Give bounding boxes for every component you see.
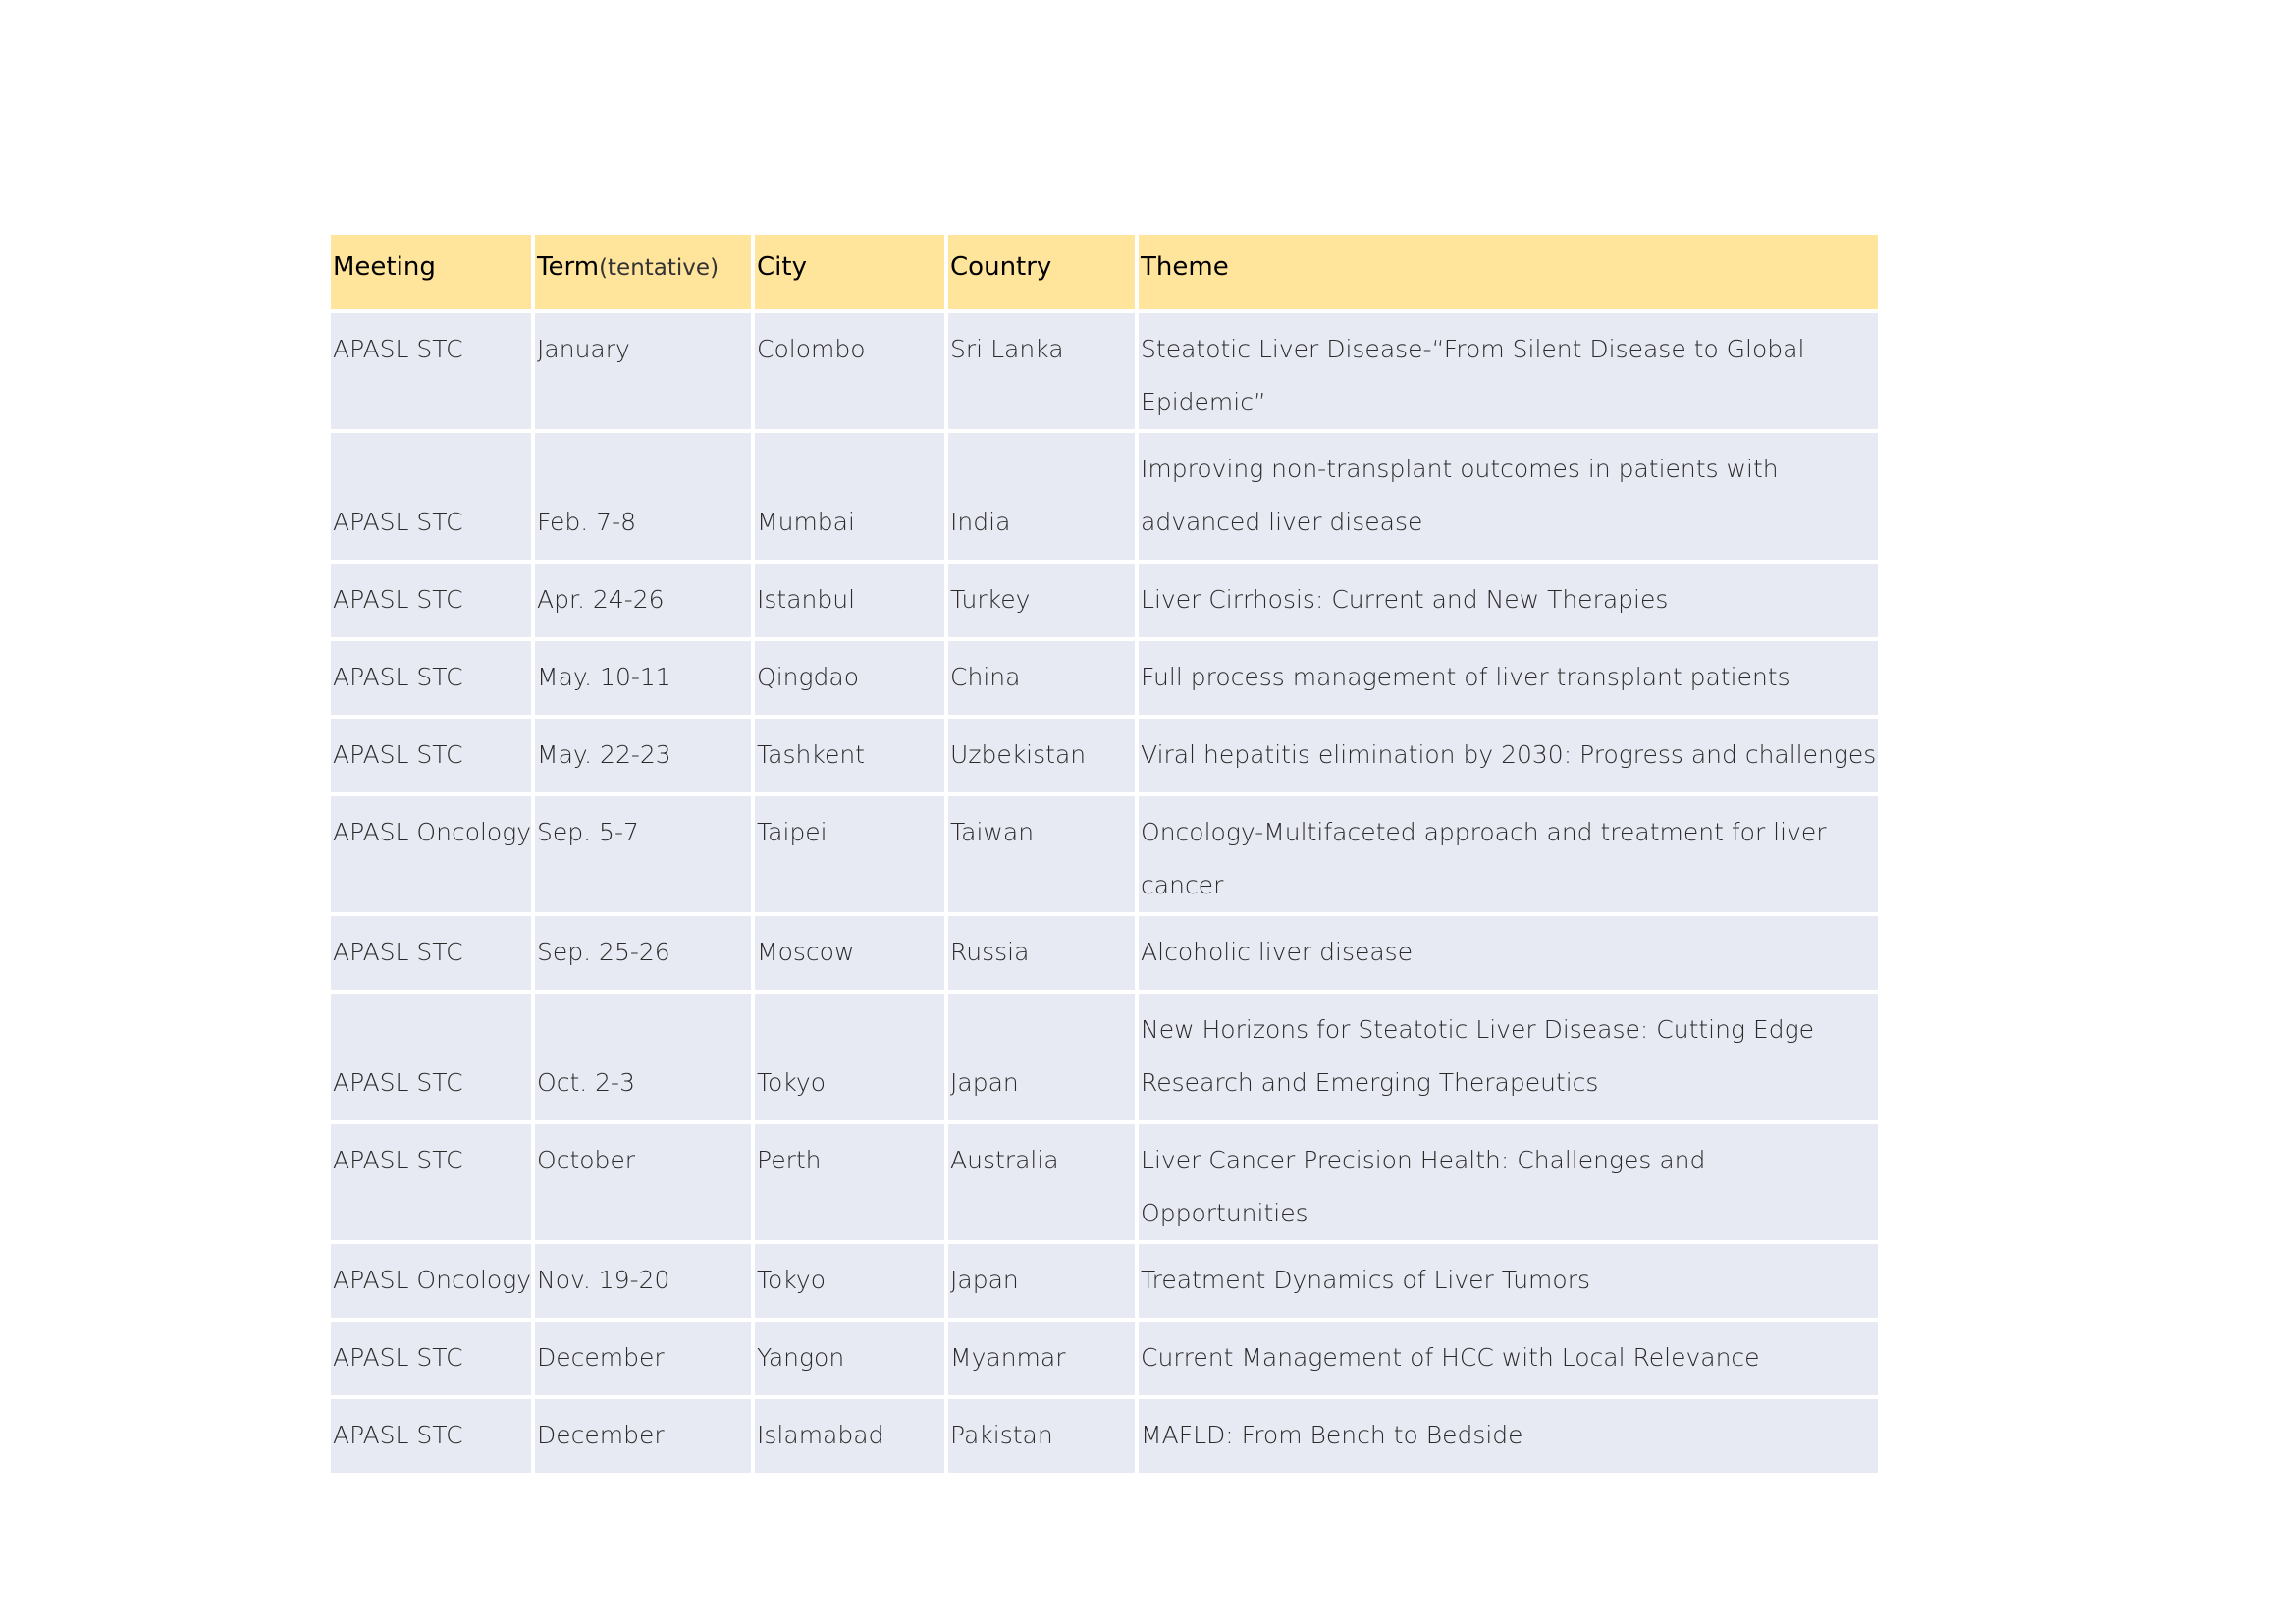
table-row: [331, 916, 1878, 990]
cell-country: Uzbekistan: [948, 719, 1135, 792]
table-row: [331, 313, 1878, 429]
table-header-row: [331, 235, 1878, 309]
cell-city: Colombo: [755, 313, 944, 429]
cell-meeting: APASL Oncology: [331, 1244, 531, 1318]
cell-country: Pakistan: [948, 1399, 1135, 1473]
table-row: [331, 641, 1878, 715]
header-theme: Theme: [1139, 235, 1878, 309]
cell-country: Japan: [948, 994, 1135, 1120]
header-meeting: Meeting: [331, 235, 531, 309]
cell-city: Moscow: [755, 916, 944, 990]
cell-theme: Alcoholic liver disease: [1139, 916, 1878, 990]
table-row: [331, 564, 1878, 637]
cell-meeting: APASL STC: [331, 916, 531, 990]
cell-city: Tokyo: [755, 1244, 944, 1318]
cell-meeting: APASL STC: [331, 1124, 531, 1240]
cell-city: Yangon: [755, 1322, 944, 1395]
cell-term: Feb. 7-8: [535, 433, 751, 560]
cell-city: Mumbai: [755, 433, 944, 560]
cell-meeting: APASL STC: [331, 433, 531, 560]
cell-meeting: APASL STC: [331, 1322, 531, 1395]
cell-meeting: APASL STC: [331, 719, 531, 792]
cell-country: Russia: [948, 916, 1135, 990]
cell-meeting: APASL STC: [331, 1399, 531, 1473]
cell-country: China: [948, 641, 1135, 715]
cell-theme: Full process management of liver transplant patients: [1139, 641, 1878, 715]
meeting-schedule-table: [327, 231, 1882, 1477]
cell-term: December: [535, 1399, 751, 1473]
header-country: Country: [948, 235, 1135, 309]
cell-country: Turkey: [948, 564, 1135, 637]
header-term-note: (tentative): [599, 255, 720, 281]
cell-country: Sri Lanka: [948, 313, 1135, 429]
cell-meeting: APASL STC: [331, 641, 531, 715]
cell-theme: Steatotic Liver Disease-“From Silent Disease to Global Epidemic”: [1139, 313, 1878, 429]
cell-country: Australia: [948, 1124, 1135, 1240]
cell-theme: Current Management of HCC with Local Relevance: [1139, 1322, 1878, 1395]
header-term-label: Term: [537, 252, 600, 282]
table-row: [331, 1124, 1878, 1240]
cell-theme: Oncology-Multifaceted approach and treatment for liver cancer: [1139, 796, 1878, 912]
cell-city: Islamabad: [755, 1399, 944, 1473]
header-city: City: [755, 235, 944, 309]
cell-theme: Treatment Dynamics of Liver Tumors: [1139, 1244, 1878, 1318]
cell-theme: New Horizons for Steatotic Liver Disease: Cutting Edge Research and Emerging Therapeutics: [1139, 994, 1878, 1120]
table-row: [331, 796, 1878, 912]
cell-theme: Liver Cirrhosis: Current and New Therapies: [1139, 564, 1878, 637]
cell-meeting: APASL Oncology: [331, 796, 531, 912]
cell-term: Sep. 5-7: [535, 796, 751, 912]
cell-term: October: [535, 1124, 751, 1240]
cell-term: May. 22-23: [535, 719, 751, 792]
cell-theme: Liver Cancer Precision Health: Challenges and Opportunities: [1139, 1124, 1878, 1240]
table-row: [331, 433, 1878, 560]
cell-term: Apr. 24-26: [535, 564, 751, 637]
cell-meeting: APASL STC: [331, 994, 531, 1120]
table-row: [331, 1399, 1878, 1473]
cell-theme: Viral hepatitis elimination by 2030: Progress and challenges: [1139, 719, 1878, 792]
cell-term: May. 10-11: [535, 641, 751, 715]
cell-city: Qingdao: [755, 641, 944, 715]
header-term: [535, 235, 751, 309]
cell-country: Japan: [948, 1244, 1135, 1318]
cell-city: Perth: [755, 1124, 944, 1240]
cell-theme: Improving non-transplant outcomes in patients with advanced liver disease: [1139, 433, 1878, 560]
cell-term: December: [535, 1322, 751, 1395]
cell-city: Istanbul: [755, 564, 944, 637]
cell-meeting: APASL STC: [331, 564, 531, 637]
cell-theme: MAFLD: From Bench to Bedside: [1139, 1399, 1878, 1473]
cell-city: Taipei: [755, 796, 944, 912]
table-row: [331, 719, 1878, 792]
cell-term: January: [535, 313, 751, 429]
cell-city: Tashkent: [755, 719, 944, 792]
table-row: [331, 1244, 1878, 1318]
cell-term: Sep. 25-26: [535, 916, 751, 990]
cell-country: Myanmar: [948, 1322, 1135, 1395]
cell-city: Tokyo: [755, 994, 944, 1120]
table-row: [331, 994, 1878, 1120]
cell-term: Oct. 2-3: [535, 994, 751, 1120]
cell-meeting: APASL STC: [331, 313, 531, 429]
cell-country: India: [948, 433, 1135, 560]
cell-country: Taiwan: [948, 796, 1135, 912]
table-row: [331, 1322, 1878, 1395]
cell-term: Nov. 19-20: [535, 1244, 751, 1318]
